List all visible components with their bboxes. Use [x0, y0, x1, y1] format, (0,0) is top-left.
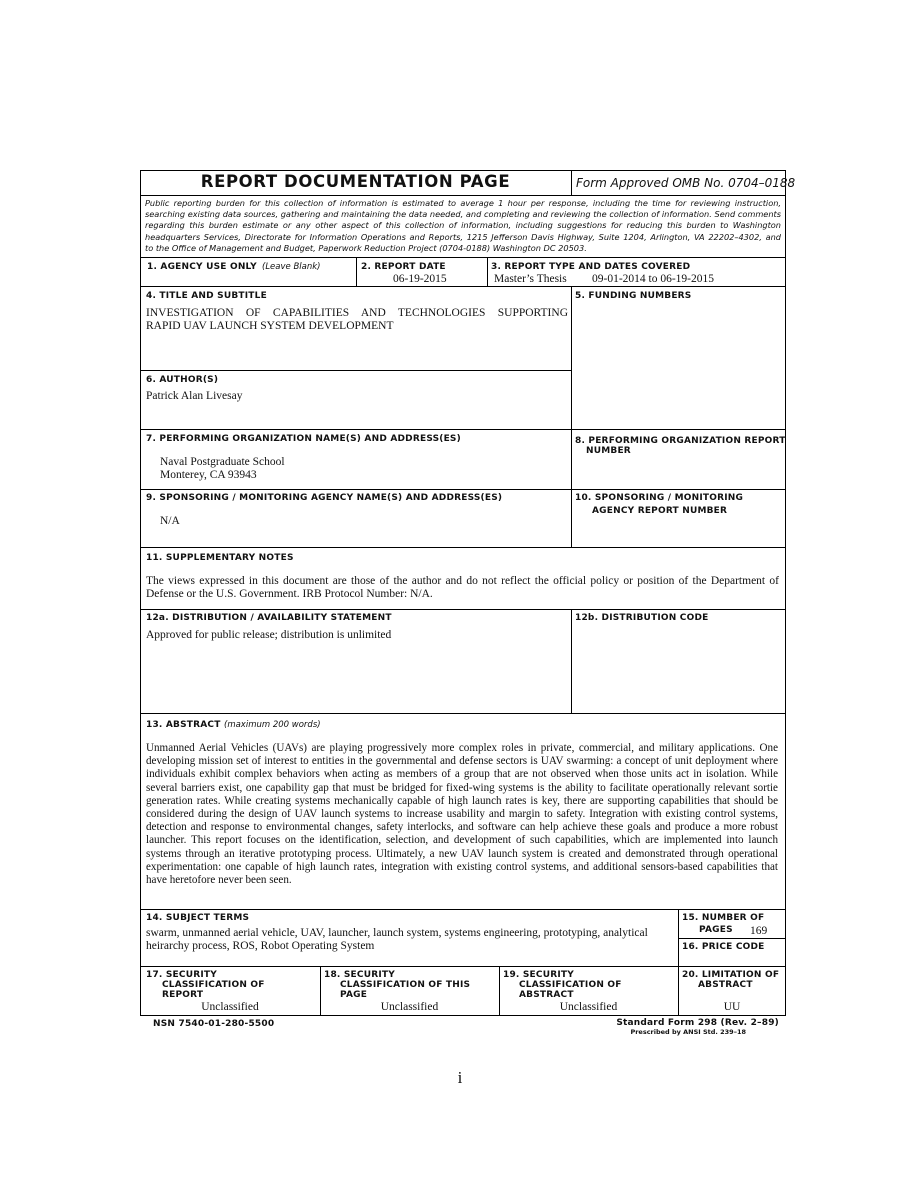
sponsoring-report-number-label: 10. SPONSORING / MONITORING: [575, 493, 744, 503]
security-class-page-label: PAGE: [340, 990, 368, 1000]
security-class-report-value[interactable]: Unclassified: [201, 1001, 259, 1013]
divider: [140, 489, 786, 490]
security-class-abstract-label: ABSTRACT: [519, 990, 574, 1000]
divider: [140, 713, 786, 714]
authors-label: 6. AUTHOR(S): [146, 375, 219, 385]
report-type-label: 3. REPORT TYPE AND DATES COVERED: [491, 262, 691, 272]
abstract-note: (maximum 200 words): [224, 720, 321, 730]
limitation-abstract-label: ABSTRACT: [698, 980, 753, 990]
burden-line: searching existing data sources, gathering and maintaining the data needed, and completing and reviewing the collection of information. Send comments: [145, 209, 781, 219]
performing-report-number-label: NUMBER: [586, 446, 631, 456]
subject-terms-line[interactable]: swarm, unmanned aerial vehicle, UAV, launcher, launch system, systems engineering, prototyping, analytical: [146, 927, 648, 939]
title-subtitle-label: 4. TITLE AND SUBTITLE: [146, 291, 267, 301]
price-code-label: 16. PRICE CODE: [682, 942, 765, 952]
abstract-text[interactable]: Unmanned Aerial Vehicles (UAVs) are playing progressively more complex roles in private, commercial, and military applications. One developing mission set of interest to entities in the governmental and defense sectors is UAV swarming: a concept of unit deployment where individuals exhibit complex behaviors when acting as members of a group that are not observed when those units act in isolation. While several barriers exist, one capability gap that must be bridged for fixed-wing systems is the ability to facilitate operationally relevant sortie generation rates. While creating systems mechanically capable of high launch rates is key, there are supporting capabilities that should be considered during the design of UAV launch systems to increase usability and margin to safety. Integration with existing control systems, detection and response to environmental changes, safety interlocks, and software can help achieve these goals and produce a more robust launcher. This report focuses on the identification, selection, and development of such capabilities, which are implemented into launch systems through an iterative prototyping process. Ultimately, a new UAV launch system is created and demonstrated through operational experimentation: one capable of high launch rates, integration with existing control systems, and additional sensors-based capabilities that have heretofore never been seen.: [146, 742, 778, 887]
number-of-pages-label: 15. NUMBER OF: [682, 913, 765, 923]
report-date-label: 2. REPORT DATE: [361, 262, 446, 272]
distribution-statement-value[interactable]: Approved for public release; distribution is unlimited: [146, 629, 392, 641]
divider: [487, 257, 488, 286]
dates-covered-value[interactable]: 09-01-2014 to 06-19-2015: [592, 273, 715, 285]
limitation-abstract-value[interactable]: UU: [723, 1001, 741, 1013]
subject-terms-line[interactable]: heirarchy process, ROS, Robot Operating System: [146, 940, 375, 952]
security-class-report-label: CLASSIFICATION OF: [162, 980, 265, 990]
sponsoring-report-number-label: AGENCY REPORT NUMBER: [592, 506, 728, 516]
sponsoring-agency-value[interactable]: N/A: [160, 515, 180, 527]
report-date-value[interactable]: 06-19-2015: [393, 273, 447, 285]
burden-line: headquarters Services, Directorate for Information Operations and Reports, 1215 Jefferson Davis Highway, Suite 1204, Arlington, VA 22202–4302, and: [145, 232, 781, 242]
security-class-page-value[interactable]: Unclassified: [380, 1001, 439, 1013]
divider: [140, 195, 786, 196]
performing-org-label: 7. PERFORMING ORGANIZATION NAME(S) AND ADDRESS(ES): [146, 434, 461, 444]
performing-org-line[interactable]: Monterey, CA 93943: [160, 469, 257, 481]
security-class-abstract-label: 19. SECURITY: [503, 970, 574, 980]
subject-terms-label: 14. SUBJECT TERMS: [146, 913, 250, 923]
supplementary-notes-line[interactable]: Defense or the U.S. Government. IRB Protocol Number: N/A.: [146, 588, 433, 600]
divider: [140, 429, 786, 430]
sponsoring-agency-label: 9. SPONSORING / MONITORING AGENCY NAME(S) AND ADDRESS(ES): [146, 493, 503, 503]
security-class-page-label: 18. SECURITY: [324, 970, 395, 980]
security-class-abstract-value[interactable]: Unclassified: [559, 1001, 618, 1013]
abstract-label: 13. ABSTRACT: [146, 720, 221, 730]
divider: [571, 170, 572, 195]
title-line[interactable]: INVESTIGATION OF CAPABILITIES AND TECHNOLOGIES SUPPORTING: [146, 307, 568, 319]
agency-use-label: 1. AGENCY USE ONLY: [147, 262, 257, 272]
divider: [356, 257, 357, 286]
burden-line: to the Office of Management and Budget, Paperwork Reduction Project (0704-0188) Washington DC 20503.: [145, 243, 587, 253]
divider: [140, 909, 786, 910]
burden-line: Public reporting burden for this collection of information is estimated to average 1 hour per response, including the time for reviewing instruction,: [145, 198, 781, 208]
omb-number: Form Approved OMB No. 0704–0188: [576, 176, 796, 190]
funding-numbers-label: 5. FUNDING NUMBERS: [575, 291, 692, 301]
security-class-report-label: REPORT: [162, 990, 204, 1000]
divider: [140, 547, 786, 548]
supplementary-notes-line[interactable]: The views expressed in this document are those of the author and do not reflect the official policy or position of the Department of: [146, 575, 779, 587]
divider: [571, 286, 572, 547]
performing-org-line[interactable]: Naval Postgraduate School: [160, 456, 285, 468]
agency-use-note: (Leave Blank): [262, 262, 321, 272]
security-class-page-label: CLASSIFICATION OF THIS: [340, 980, 471, 990]
number-of-pages-label: PAGES: [699, 925, 733, 935]
divider: [678, 938, 786, 939]
form-title: REPORT DOCUMENTATION PAGE: [200, 172, 511, 191]
security-class-abstract-label: CLASSIFICATION OF: [519, 980, 622, 990]
prescribed-by: Prescribed by ANSI Std. 239–18: [630, 1028, 746, 1036]
divider: [140, 609, 786, 610]
security-class-report-label: 17. SECURITY: [146, 970, 217, 980]
divider: [678, 909, 679, 1016]
author-value[interactable]: Patrick Alan Livesay: [146, 390, 243, 402]
divider: [140, 257, 786, 258]
nsn-number: NSN 7540-01-280-5500: [153, 1019, 275, 1029]
report-type-value[interactable]: Master’s Thesis: [494, 273, 567, 285]
divider: [571, 609, 572, 713]
burden-line: regarding this burden estimate or any other aspect of this collection of information, including suggestions for reducing this burden to Washington: [145, 220, 781, 230]
number-of-pages-value[interactable]: 169: [750, 925, 768, 937]
standard-form-label: Standard Form 298 (Rev. 2–89): [616, 1018, 779, 1028]
page-number: i: [457, 1068, 463, 1087]
divider: [140, 966, 786, 967]
divider: [140, 370, 571, 371]
distribution-code-label: 12b. DISTRIBUTION CODE: [575, 613, 709, 623]
performing-report-number-label: 8. PERFORMING ORGANIZATION REPORT: [575, 436, 786, 446]
distribution-statement-label: 12a. DISTRIBUTION / AVAILABILITY STATEMENT: [146, 613, 392, 623]
supplementary-notes-label: 11. SUPPLEMENTARY NOTES: [146, 553, 294, 563]
limitation-abstract-label: 20. LIMITATION OF: [682, 970, 780, 980]
title-line[interactable]: RAPID UAV LAUNCH SYSTEM DEVELOPMENT: [146, 320, 394, 332]
